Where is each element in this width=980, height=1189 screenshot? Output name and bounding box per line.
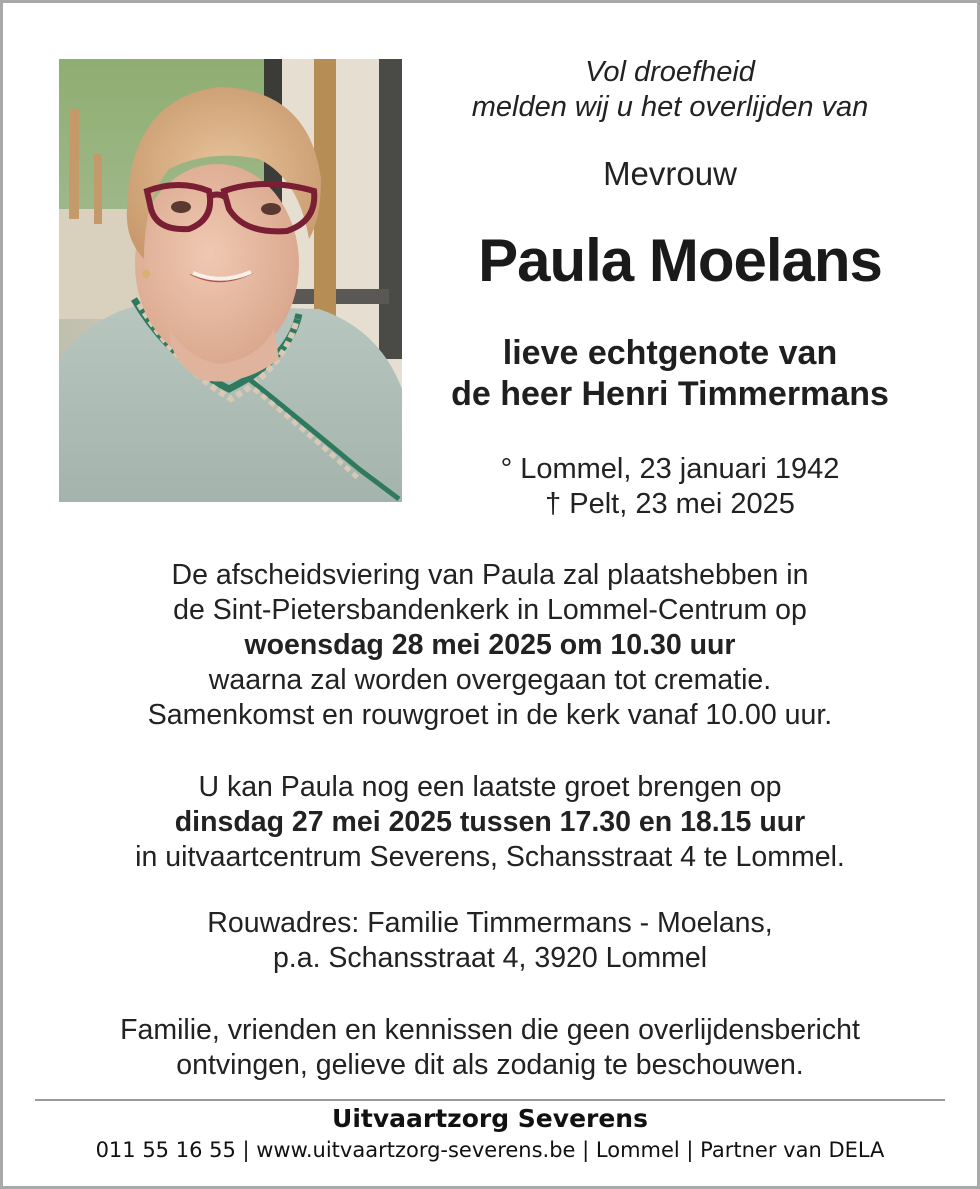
portrait-photo (59, 59, 402, 502)
closing-line-2: ontvingen, gelieve dit als zodanig te beschouwen. (176, 1049, 804, 1081)
birth-date: ° Lommel, 23 januari 1942 (500, 453, 840, 485)
mourning-address (40, 906, 940, 976)
address-line-2: p.a. Schansstraat 4, 3920 Lommel (272, 942, 708, 974)
closing-note (40, 1013, 940, 1083)
ceremony-info (40, 558, 940, 733)
life-dates (440, 452, 900, 522)
relation-line-1: lieve echtgenote van (502, 334, 838, 372)
relation-text (410, 333, 930, 415)
ceremony-line-1: De afscheidsviering van Paula zal plaatshebben in (171, 559, 809, 591)
intro-line-1: Vol droefheid (585, 56, 755, 88)
funeral-company-contact: 011 55 16 55 | www.uitvaartzorg-severens.be | Lommel | Partner van DELA (95, 1138, 885, 1162)
intro-line-2: melden wij u het overlijden van (471, 91, 869, 123)
address-line-1: Rouwadres: Familie Timmermans - Moelans, (207, 907, 773, 939)
visitation-line-3: in uitvaartcentrum Severens, Schansstraat 4 te Lommel. (135, 841, 845, 873)
visitation-datetime: dinsdag 27 mei 2025 tussen 17.30 en 18.15 uur (174, 806, 806, 838)
deceased-name: Paula Moelans (478, 227, 882, 294)
visitation-info (40, 770, 940, 875)
intro-text (430, 55, 910, 125)
ceremony-line-4: waarna zal worden overgegaan tot crematie. (208, 664, 772, 696)
ceremony-line-2: de Sint-Pietersbandenkerk in Lommel-Centrum op (173, 594, 807, 626)
death-date: † Pelt, 23 mei 2025 (545, 488, 795, 520)
funeral-company-name: Uitvaartzorg Severens (332, 1104, 648, 1133)
relation-line-2: de heer Henri Timmermans (451, 375, 889, 413)
ceremony-datetime: woensdag 28 mei 2025 om 10.30 uur (244, 629, 736, 661)
closing-line-1: Familie, vrienden en kennissen die geen overlijdensbericht (120, 1014, 860, 1046)
visitation-line-1: U kan Paula nog een laatste groet brengen op (198, 771, 782, 803)
footer-divider (35, 1099, 945, 1101)
honorific: Mevrouw (603, 155, 737, 192)
ceremony-line-5: Samenkomst en rouwgroet in de kerk vanaf 10.00 uur. (147, 699, 833, 731)
